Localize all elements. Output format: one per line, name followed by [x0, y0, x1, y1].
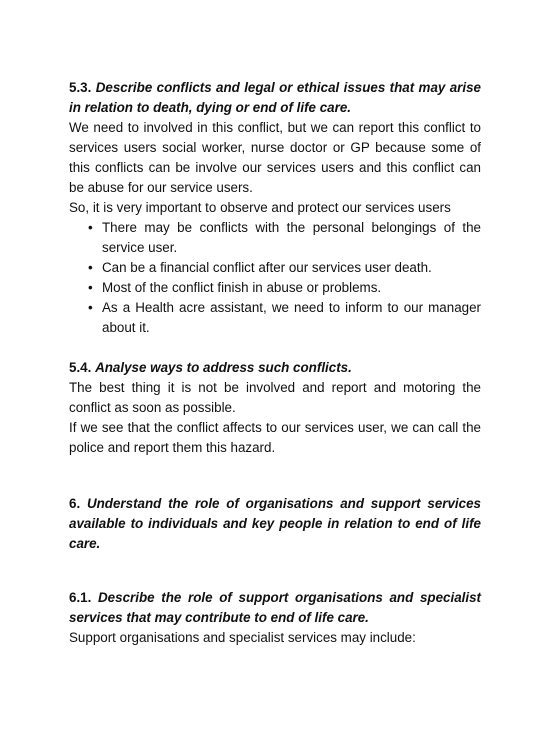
section-title: Describe the role of support organisations and specialist services that may contribute to end of life care. [69, 590, 481, 625]
section-5-3-paragraph-1: We need to involved in this conflict, but we can report this conflict to services users social worker, nurse doctor or GP because some of this conflicts can be involve our services users and this conflict can be abuse for our service users. [69, 120, 481, 195]
list-item-text: Can be a financial conflict after our services user death. [102, 260, 432, 275]
bullet-icon: • [88, 300, 93, 315]
section-title: Describe conflicts and legal or ethical issues that may arise in relation to death, dying or end of life care. [69, 80, 481, 115]
list-item [69, 218, 481, 258]
section-number: 6. [69, 496, 81, 511]
list-item-text: As a Health acre assistant, we need to inform to our manager about it. [102, 300, 481, 335]
section-5-3-bullet-list [69, 218, 481, 338]
section-title: Understand the role of organisations and support services available to individuals and key people in relation to end of life care. [69, 496, 481, 551]
bullet-icon: • [88, 260, 93, 275]
section-number: 5.4. [69, 360, 92, 375]
section-6-1-heading [69, 588, 481, 628]
section-title: Analyse ways to address such conflicts. [95, 360, 352, 375]
section-number: 6.1. [69, 590, 92, 605]
list-item-text: Most of the conflict finish in abuse or problems. [102, 280, 382, 295]
section-5-4-heading [69, 358, 481, 378]
section-5-3-paragraph-2: So, it is very important to observe and protect our services users [69, 200, 451, 215]
list-item [69, 278, 481, 298]
section-6-1-paragraph-1: Support organisations and specialist services may include: [69, 630, 416, 645]
bullet-icon: • [88, 220, 93, 235]
section-5-3-heading [69, 78, 481, 118]
section-6-heading [69, 494, 481, 554]
list-item [69, 258, 481, 278]
bullet-icon: • [88, 280, 93, 295]
document-page [69, 78, 481, 648]
list-item-text: There may be conflicts with the personal belongings of the service user. [102, 220, 481, 255]
list-item [69, 298, 481, 338]
section-5-4-paragraph-1: The best thing it is not be involved and report and motoring the conflict as soon as possible. [69, 380, 481, 415]
section-number: 5.3. [69, 80, 92, 95]
section-5-4-paragraph-2: If we see that the conflict affects to our services user, we can call the police and report them this hazard. [69, 420, 481, 455]
